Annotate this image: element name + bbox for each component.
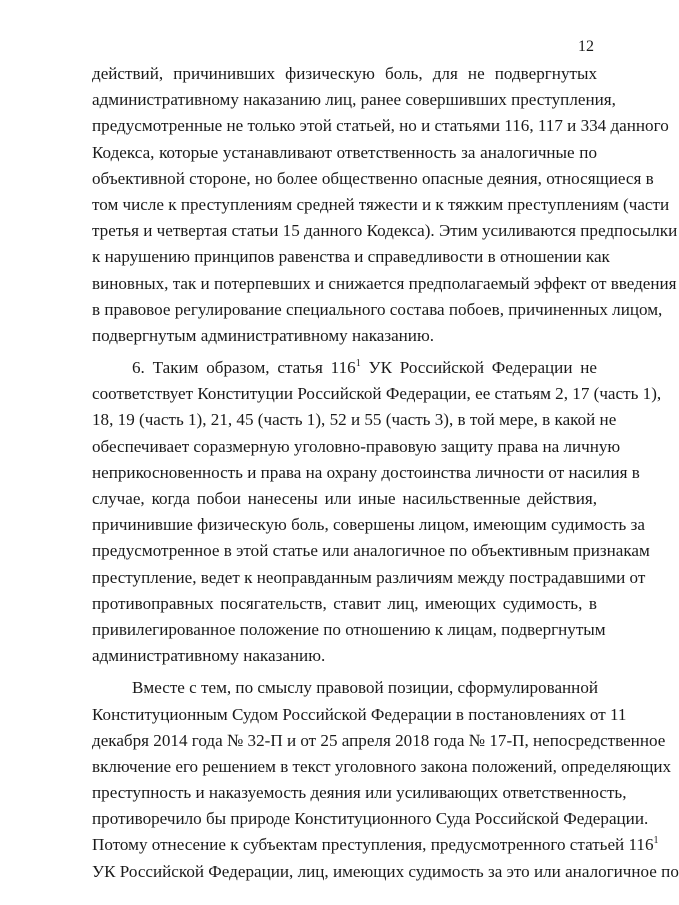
text-line: преступление, ведет к неоправданным различиям между пострадавшими от xyxy=(92,567,646,587)
text-line: противоречило бы природе Конституционного Суда Российской Федерации. xyxy=(92,809,649,829)
text-line xyxy=(92,355,597,381)
text-fragment: 6. Таким образом, статья 116 xyxy=(132,358,356,378)
text-line: случае, когда побои нанесены или иные насильственные действия, xyxy=(92,489,597,508)
text-line: в правовое регулирование специального состава побоев, причиненных лицом, xyxy=(92,299,663,319)
text-line: 18, 19 (часть 1), 21, 45 (часть 1), 52 и 55 (часть 3), в той мере, в какой не xyxy=(92,410,617,430)
text-line: привилегированное положение по отношению к лицам, подвергнутым xyxy=(92,619,606,639)
text-fragment: УК Российской Федерации не xyxy=(360,358,597,378)
text-line: включение его решением в текст уголовного закона положений, определяющих xyxy=(92,756,672,776)
text-line: подвергнутым административному наказанию. xyxy=(92,325,434,345)
text-line: административному наказанию лиц, ранее совершивших преступления, xyxy=(92,90,616,110)
body-text xyxy=(92,61,679,885)
superscript: 1 xyxy=(653,835,659,847)
text-line: действий, причинивших физическую боль, для не подвергнутых xyxy=(92,64,597,83)
text-line: третья и четвертая статьи 15 данного Кодекса). Этим усиливаются предпосылки xyxy=(92,221,678,241)
text-line: к нарушению принципов равенства и справедливости в отношении как xyxy=(92,247,610,267)
text-fragment: Потому отнесение к субъектам преступления, предусмотренного статьей 116 xyxy=(92,835,654,855)
text-line: предусмотренные не только этой статьей, но и статьями 116, 117 и 334 данного xyxy=(92,116,669,136)
superscript: 1 xyxy=(355,358,361,370)
text-line: причинившие физическую боль, совершены лицом, имеющим судимость за xyxy=(92,515,645,535)
text-line: преступность и наказуемость деяния или усиливающих ответственность, xyxy=(92,783,627,803)
page-number: 12 xyxy=(578,38,594,55)
text-line: противоправных посягательств, ставит лиц, имеющих судимость, в xyxy=(92,593,597,613)
text-line: административному наказанию. xyxy=(92,646,326,666)
text-line: соответствует Конституции Российской Федерации, ее статьям 2, 17 (часть 1), xyxy=(92,384,662,404)
text-line: Конституционным Судом Российской Федерации в постановлениях от 11 xyxy=(92,704,627,724)
text-line: объективной стороне, но более общественно опасные деяния, относящиеся в xyxy=(92,168,654,188)
text-line: виновных, так и потерпевших и снижается предполагаемый эффект от введения xyxy=(92,273,677,293)
text-line: УК Российской Федерации, лиц, имеющих судимость за это или аналогичное по xyxy=(92,861,679,881)
text-line: декабря 2014 года № 32-П и от 25 апреля 2018 года № 17-П, непосредственное xyxy=(92,730,666,750)
text-line: том числе к преступлениям средней тяжести и к тяжким преступлениям (части xyxy=(92,194,670,214)
text-line xyxy=(92,832,659,858)
text-line: Вместе с тем, по смыслу правовой позиции, сформулированной xyxy=(132,678,599,698)
text-line: Кодекса, которые устанавливают ответственность за аналогичные по xyxy=(92,142,597,162)
text-line: неприкосновенность и права на охрану достоинства личности от насилия в xyxy=(92,462,640,482)
text-line: обеспечивает соразмерную уголовно-правовую защиту права на личную xyxy=(92,436,621,456)
text-line: предусмотренное в этой статье или аналогичное по объективным признакам xyxy=(92,541,650,561)
